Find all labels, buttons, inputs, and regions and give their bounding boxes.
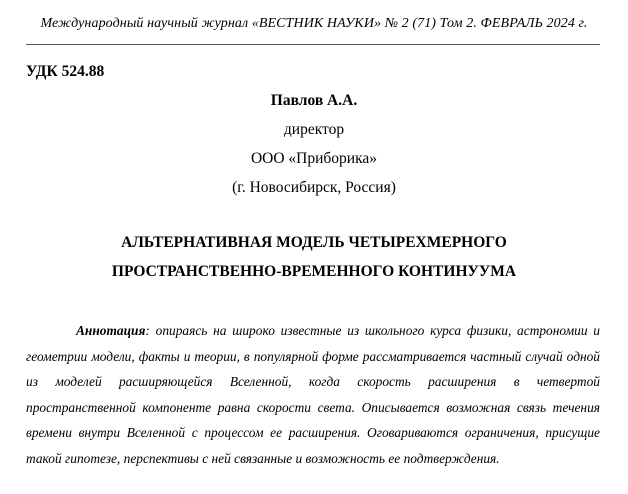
article-title-line-1: АЛЬТЕРНАТИВНАЯ МОДЕЛЬ ЧЕТЫРЕХМЕРНОГО: [121, 234, 507, 251]
abstract-text: : опираясь на широко известные из школьного курса физики, астрономии и геометрии модели, факты и теории, в популярной форме рассматривается частный случай одной из моделей расширяющейся Вселенной, когда скорость расширения в четвертой пространственной компоненте равна скорости света. Описывается возможная связь течения времени внутри Вселенной с процессом ее расширения. Оговариваются ограничения, присущие такой гипотезе, перспективы с ней связанные и возможность ее подтверждения.: [26, 323, 600, 466]
article-title-line-2: ПРОСТРАНСТВЕННО-ВРЕМЕННОГО КОНТИНУУМА: [111, 263, 517, 280]
abstract-paragraph: [26, 318, 600, 472]
abstract-label: Аннотация: [76, 323, 146, 338]
header-divider: [26, 44, 600, 45]
udk-code: УДК 524.88: [26, 63, 105, 80]
author-location: (г. Новосибирск, Россия): [232, 179, 396, 196]
author-organization: ООО «Приборика»: [250, 150, 378, 167]
author-name: Павлов А.А.: [270, 92, 358, 109]
journal-header: Международный научный журнал «ВЕСТНИК НАУКИ» № 2 (71) Том 2. ФЕВРАЛЬ 2024 г.: [40, 16, 588, 31]
author-position: директор: [283, 121, 345, 138]
